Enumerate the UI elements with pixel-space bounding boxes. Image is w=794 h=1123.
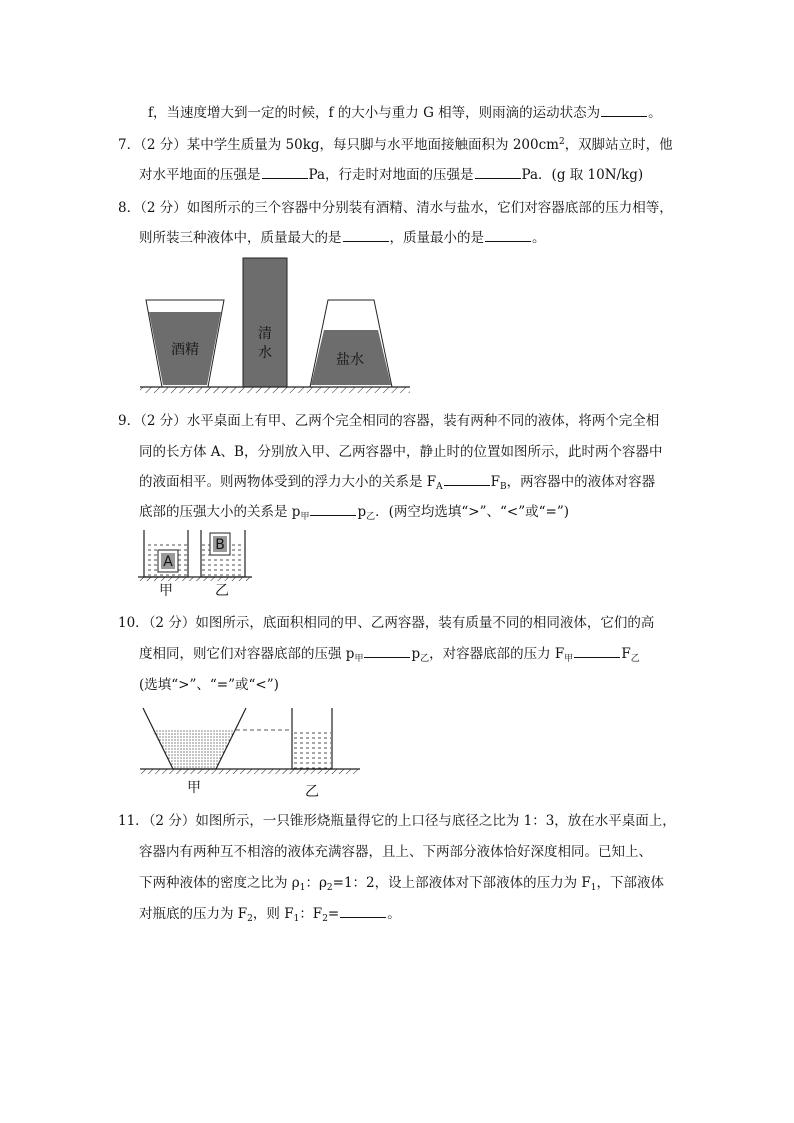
- q11-line-1: 11．（2 分）如图所示，一只锥形烧瓶量得它的上口径与底径之比为 1：3，放在水平桌面上，: [118, 813, 676, 829]
- question-number: 11．: [118, 813, 149, 829]
- q7-line-1: 7．（2 分）某中学生质量为 50kg，每只脚与水平地面接触面积为 $200cm^2$，双脚站立时，他: [118, 137, 673, 153]
- q11-answer-blank[interactable]: [340, 905, 386, 918]
- q8-line-2: 则所装三种液体中，质量最大的是 ，质量最小的是 。: [139, 230, 546, 246]
- q10-line-3: (选填“>”、“=”或“<”): [139, 677, 279, 693]
- salt-water-container: [310, 300, 392, 387]
- q11-line-2: 容器内有两种互不相溶的液体充满容器，且上、下两部分液体恰好深度相同。已知上、: [139, 844, 652, 860]
- q8-answer-blank-2[interactable]: [485, 229, 531, 242]
- ground: [140, 769, 360, 774]
- question-score: （2 分）: [140, 413, 187, 429]
- label-yi: 乙: [305, 784, 319, 800]
- q9-answer-blank-2[interactable]: [310, 503, 356, 516]
- q11-line-4: 对瓶底的压力为 $F_2$，则 $F_1$：$F_2=$ 。: [139, 906, 401, 924]
- container-jia: [144, 530, 188, 577]
- q7-line-2: 对水平地面的压强是 Pa，行走时对地面的压强是 Pa．(g 取 10N/kg): [139, 167, 644, 183]
- question-number: 10．: [118, 615, 149, 631]
- q10-answer-blank-1[interactable]: [364, 645, 410, 658]
- water-container: [243, 258, 287, 387]
- q9-line-4: 底部的压强大小的关系是 $p_甲$ $p_乙$．(两空均选填“>”、“<”或“=”): [139, 504, 570, 522]
- question-number: 9．: [118, 413, 141, 429]
- q11-line-3: 下两种液体的密度之比为 $\rho_1$：$\rho_2=1$：2，设上部液体对下部液体的压力为 $F_1$，下部液体: [139, 875, 665, 893]
- q10-figure: [138, 706, 368, 801]
- q9-figure: [136, 528, 266, 598]
- q7-answer-blank-1[interactable]: [262, 166, 308, 179]
- question-score: （2 分）: [148, 813, 196, 829]
- salt-water-label: 盐水: [336, 352, 364, 368]
- block-b-label: B: [215, 537, 225, 553]
- question-score: （2 分）: [148, 615, 196, 631]
- water-label-2: 水: [258, 345, 272, 361]
- container-yi: [201, 530, 245, 577]
- q6-answer-blank[interactable]: [601, 104, 647, 117]
- label-yi: 乙: [215, 583, 229, 599]
- label-jia: 甲: [187, 780, 201, 796]
- q7-answer-blank-2[interactable]: [475, 166, 521, 179]
- alcohol-label: 酒精: [171, 342, 199, 358]
- q9-line-2: 同的长方体 A、B，分别放入甲、乙两容器中，静止时的位置如图所示，此时两个容器中: [139, 444, 663, 460]
- ground: [138, 577, 252, 581]
- q10-line-2: 度相同，则它们对容器底部的压强 $p_甲$ $p_乙$，对容器底部的压力 $F_甲$ $F_乙$: [139, 646, 640, 664]
- q8-figure-containers: [138, 256, 418, 396]
- block-a-label: A: [163, 554, 173, 570]
- container-yi: [292, 708, 332, 769]
- q10-answer-blank-2[interactable]: [574, 645, 620, 658]
- water-label-1: 清: [258, 326, 272, 342]
- q9-answer-blank-1[interactable]: [444, 473, 490, 486]
- ground: [140, 387, 410, 393]
- q9-line-3: 的液面相平。则两物体受到的浮力大小的关系是 $F_A$ $F_B$，两容器中的液体对容器: [139, 474, 656, 492]
- alcohol-container: [146, 300, 224, 387]
- q6-text: f，当速度增大到一定的时候，f 的大小与重力 G 相等，则雨滴的运动状态为: [148, 105, 601, 121]
- question-number: 8．: [118, 200, 141, 216]
- container-jia: [143, 708, 246, 769]
- q6-line: f，当速度增大到一定的时候，f 的大小与重力 G 相等，则雨滴的运动状态为 。: [148, 105, 662, 121]
- q10-line-1: 10．（2 分）如图所示，底面积相同的甲、乙两容器，装有质量不同的相同液体，它们的高: [118, 615, 655, 631]
- question-number: 7．: [118, 137, 141, 153]
- q8-line-1: 8．（2 分）如图所示的三个容器中分别装有酒精、清水与盐水，它们对容器底部的压力相等，: [118, 200, 673, 216]
- question-score: （2 分）: [140, 137, 187, 153]
- q9-line-1: 9．（2 分）水平桌面上有甲、乙两个完全相同的容器，装有两种不同的液体，将两个完全相: [118, 413, 660, 429]
- q8-answer-blank-1[interactable]: [343, 229, 389, 242]
- question-score: （2 分）: [140, 200, 187, 216]
- label-jia: 甲: [159, 583, 173, 599]
